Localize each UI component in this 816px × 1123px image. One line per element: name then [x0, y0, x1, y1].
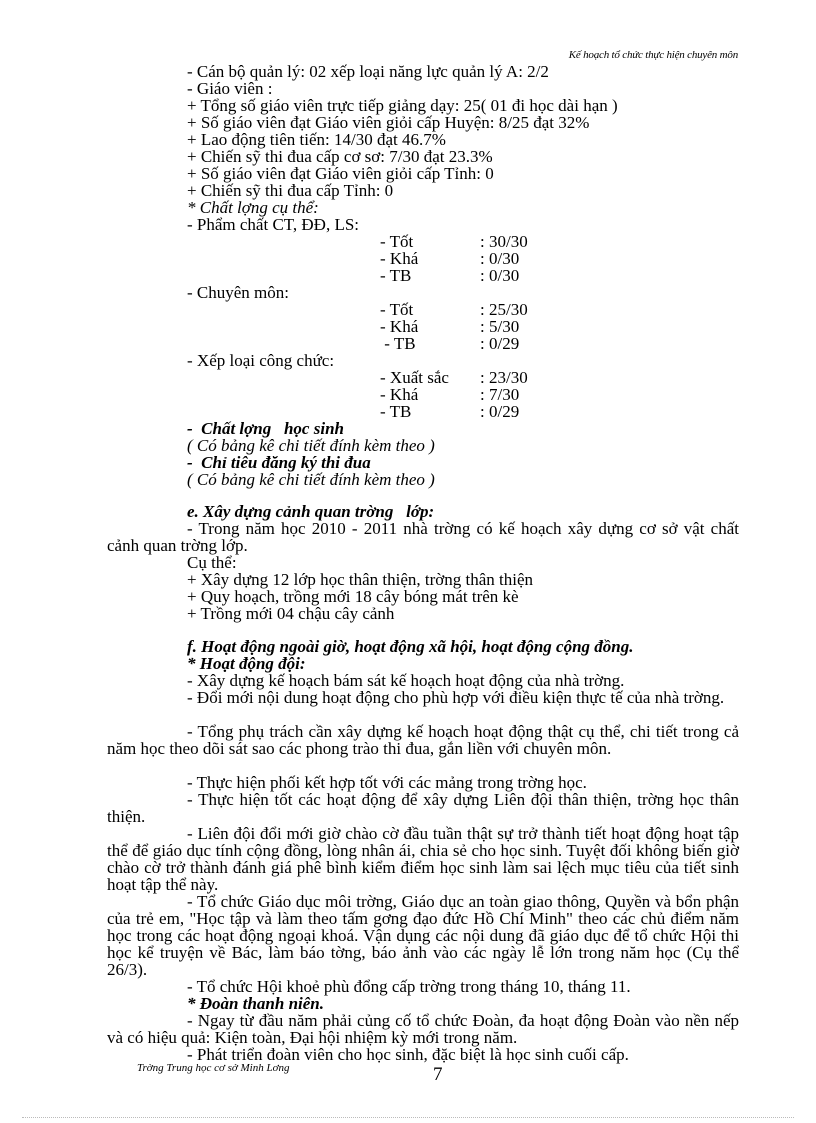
section-e-heading: e. Xây dựng cảnh quan trờng lớp:: [187, 502, 435, 521]
group-row-label: - Tốt: [380, 300, 414, 319]
group-title-civil-servant: - Xếp loại công chức:: [187, 351, 335, 370]
youth-union-heading: * Đoàn thanh niên.: [187, 994, 324, 1013]
staff-line-3: + Tổng số giáo viên trực tiếp giảng dạy: 25( 01 đi học dài hạn ): [187, 96, 618, 115]
group-row-label: - Khá: [380, 317, 419, 336]
group-row-value: : 0/29: [480, 334, 520, 353]
student-quality-note: ( Có bảng kê chi tiết đính kèm theo ): [187, 436, 435, 455]
staff-line-8: + Chiến sỹ thi đua cấp Tỉnh: 0: [187, 181, 394, 200]
staff-line-5: + Lao động tiên tiến: 14/30 đạt 46.7%: [187, 130, 446, 149]
group-row-label: - Tốt: [380, 232, 414, 251]
page-number: 7: [433, 1064, 443, 1085]
page-bottom-divider: [22, 1117, 794, 1118]
group-row-value: : 5/30: [480, 317, 520, 336]
section-f-paragraph: - Thực hiện phối kết hợp tốt với các mảng trong trờng học.: [187, 773, 587, 792]
staff-line-7: + Số giáo viên đạt Giáo viên giỏi cấp Tỉnh: 0: [187, 164, 494, 183]
group-title-expertise: - Chuyên môn:: [187, 283, 289, 302]
group-row-label: - Xuất sắc: [380, 368, 449, 387]
section-f-heading: f. Hoạt động ngoài giờ, hoạt động xã hội, hoạt động cộng đồng.: [187, 637, 634, 656]
pioneer-team-heading: * Hoạt động đội:: [187, 654, 306, 673]
emulation-target-heading: - Chỉ tiêu đăng ký thi đua: [187, 453, 371, 472]
section-e-item-1: + Xây dựng 12 lớp học thân thiện, trờng thân thiện: [187, 570, 534, 589]
staff-line-6: + Chiến sỹ thi đua cấp cơ sơ: 7/30 đạt 23.3%: [187, 147, 493, 166]
group-row-label: - Khá: [380, 385, 419, 404]
staff-line-4: + Số giáo viên đạt Giáo viên giỏi cấp Huyện: 8/25 đạt 32%: [187, 113, 590, 132]
quality-subheading: * Chất lợng cụ thể:: [187, 198, 319, 217]
section-f-paragraph: - Xây dựng kế hoạch bám sát kế hoạch hoạt động của nhà trờng.: [187, 671, 625, 690]
section-e-item-2: + Quy hoạch, trồng mới 18 cây bóng mát trên kè: [187, 587, 519, 606]
group-row-value: : 0/30: [480, 266, 520, 285]
section-f-paragraph: - Liên đội đổi mới giờ chào cờ đầu tuần thật sự trở thành tiết hoạt động hoạt tập thể để giáo dục tính cộng đồng, lòng nhân ái, chia sẻ cho học sinh. Tuyệt đối không biến giờ chào cờ trở thành đánh giá phê bình kiểm điểm học sinh làm sai lệch mục tiêu của tiết sinh hoạt tập thể này.: [107, 824, 739, 894]
section-e-paragraph: - Trong năm học 2010 - 2011 nhà trờng có kế hoạch xây dựng cơ sở vật chất cảnh quan trờng lớp.: [107, 519, 739, 555]
group-row-value: : 30/30: [480, 232, 528, 251]
group-row-label: - TB: [380, 266, 412, 285]
group-row-value: : 25/30: [480, 300, 528, 319]
section-f-paragraph: - Tổ chức Hội khoẻ phù đổng cấp trờng trong tháng 10, tháng 11.: [187, 977, 631, 996]
group-row-value: : 23/30: [480, 368, 528, 387]
group-row-value: : 7/30: [480, 385, 520, 404]
section-f-paragraph: - Thực hiện tốt các hoạt động để xây dựng Liên đội thân thiện, trờng học thân thiện.: [107, 790, 739, 826]
staff-line-1: - Cán bộ quản lý: 02 xếp loại năng lực quản lý A: 2/2: [187, 62, 549, 81]
group-row-label: - TB: [380, 334, 416, 353]
section-e-item-3: + Trồng mới 04 chậu cây cảnh: [187, 604, 395, 623]
group-row-value: : 0/29: [480, 402, 520, 421]
group-row-value: : 0/30: [480, 249, 520, 268]
footer-school-name: Trờng Trung học cơ sở Minh Lơng: [137, 1062, 290, 1074]
emulation-target-note: ( Có bảng kê chi tiết đính kèm theo ): [187, 470, 435, 489]
student-quality-heading: - Chất lợng học sinh: [187, 419, 344, 438]
group-row-label: - TB: [380, 402, 412, 421]
section-f-paragraph: - Tổ chức Giáo dục môi trờng, Giáo dục an toàn giao thông, Quyền và bổn phận của trẻ em, "Học tập và làm theo tấm gơng đạo đức Hồ Chí Minh" theo các chủ điểm năm học trong các hoạt động ngoại khoá. Vận dụng các nội dung đã giáo dục để tổ chức Hội thi học kể truyện về Bác, làm báo tờng, báo ảnh vào các ngày lễ lớn trong năm học (Cụ thể 26/3).: [107, 892, 739, 979]
running-header: Kế hoạch tổ chức thực hiện chuyên môn: [568, 49, 738, 61]
group-row-label: - Khá: [380, 249, 419, 268]
group-title-ethics: - Phẩm chất CT, ĐĐ, LS:: [187, 215, 360, 234]
section-e-subheading: Cụ thể:: [187, 553, 237, 572]
section-f-paragraph: - Tổng phụ trách cần xây dựng kế hoạch hoạt động thật cụ thể, chi tiết trong cả năm học theo dõi sát sao các phong trào thi đua, gắn liền với chuyên môn.: [107, 722, 739, 758]
staff-line-2: - Giáo viên :: [187, 79, 273, 98]
section-f-paragraph: - Ngay từ đầu năm phải củng cố tổ chức Đoàn, đa hoạt động Đoàn vào nền nếp và có hiệu quả: Kiện toàn, Đại hội nhiệm kỳ mới trong năm.: [107, 1011, 739, 1047]
section-f-paragraph: - Phát triển đoàn viên cho học sinh, đặc biệt là học sinh cuối cấp.: [187, 1045, 629, 1064]
section-f-paragraph: - Đổi mới nội dung hoạt động cho phù hợp với điều kiện thực tế của nhà trờng.: [187, 688, 725, 707]
